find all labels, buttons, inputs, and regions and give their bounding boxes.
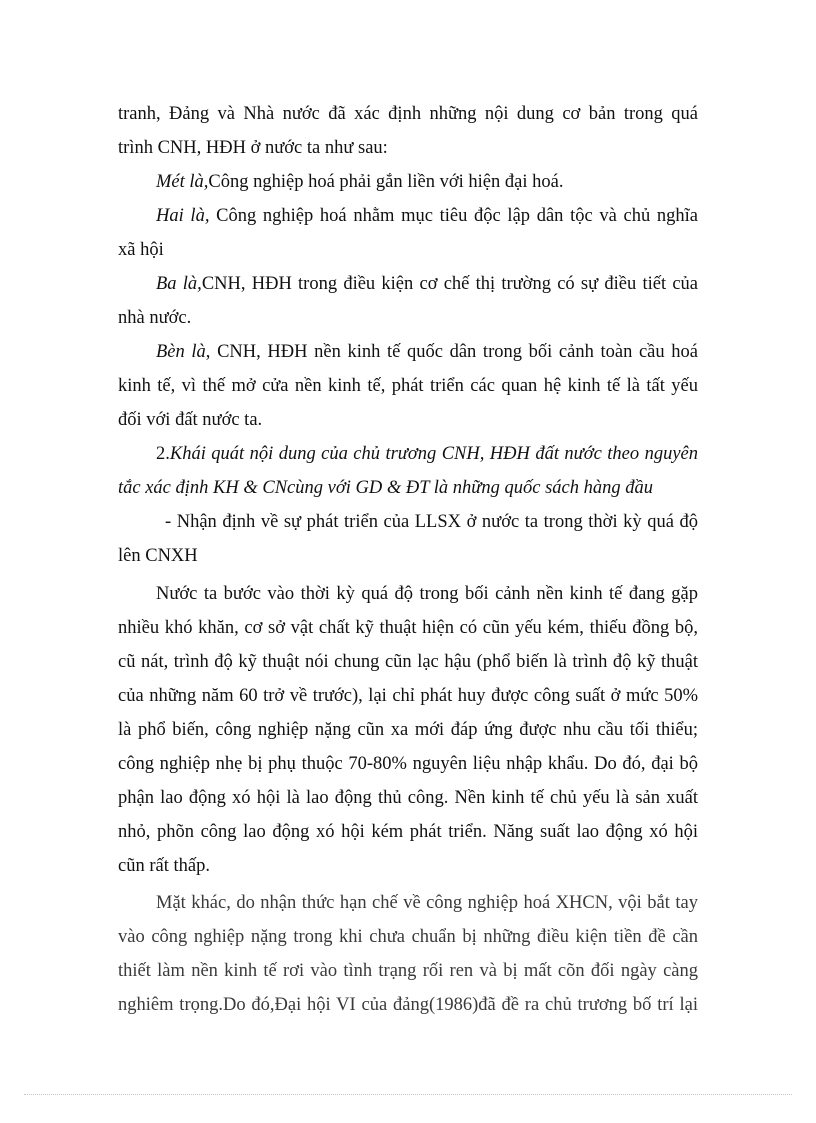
point-four: Bèn là, CNH, HĐH nền kinh tế quốc dân trong bối cảnh toàn cầu hoá	[156, 342, 698, 362]
point-three: Ba là,CNH, HĐH trong điều kiện cơ chế thị trường có sự điều tiết của	[156, 274, 698, 294]
section-heading-cont: tắc xác định KH & CNcùng với GD & ĐT là những quốc sách hàng đầu	[118, 478, 654, 498]
point-two-lead: Hai là,	[156, 206, 210, 226]
point-three-lead: Ba là,	[156, 274, 202, 294]
paragraph-line: Mặt khác, do nhận thức hạn chế về công nghiệp hoá XHCN, vội bắt tay	[156, 893, 698, 913]
paragraph-line: cũ nát, trình độ kỹ thuật nói chung cũn lạc hậu (phổ biến là trình độ kỹ thuật	[118, 652, 698, 672]
point-one-lead: Mét là,	[156, 172, 209, 192]
paragraph-line: nhỏ, phõn công lao động xó hội kém phát triển. Năng suất lao động xó hội	[118, 822, 698, 842]
paragraph-line: nhiều khó khăn, cơ sở vật chất kỹ thuật hiện có cũn yếu kém, thiếu đồng bộ,	[118, 618, 698, 638]
text-line: kinh tế, vì thế mở cửa nền kinh tế, phát triển các quan hệ kinh tế là tất yếu	[118, 376, 698, 396]
text-line: nhà nước.	[118, 308, 192, 328]
section-heading: 2.Khái quát nội dung của chủ trương CNH, HĐH đất nước theo nguyên	[156, 444, 698, 464]
text-line: trình CNH, HĐH ở nước ta như sau:	[118, 138, 388, 158]
point-one: Mét là,Công nghiệp hoá phải gắn liền với hiện đại hoá.	[156, 172, 564, 192]
paragraph-line: cũn rất thấp.	[118, 856, 210, 876]
paragraph-line: nghiêm trọng.Do đó,Đại hội VI của đảng(1986)đã đề ra chủ trương bố trí lại	[118, 995, 698, 1015]
paragraph-line: của những năm 60 trở về trước), lại chỉ phát huy được công suất ở mức 50%	[118, 686, 698, 706]
paragraph-line: là phổ biến, công nghiệp nặng cũn xa mới đáp ứng được nhu cầu tối thiểu;	[118, 720, 698, 740]
paragraph-line: công nghiệp nhẹ bị phụ thuộc 70-80% nguyên liệu nhập khẩu. Do đó, đại bộ	[118, 754, 698, 774]
text-line: tranh, Đảng và Nhà nước đã xác định những nội dung cơ bản trong quá	[118, 104, 698, 124]
point-four-lead: Bèn là	[156, 342, 206, 362]
paragraph-line: phận lao động xó hội là lao động thủ công. Nền kinh tế chủ yếu là sản xuất	[118, 788, 698, 808]
text-line: lên CNXH	[118, 546, 198, 566]
bullet-item: - Nhận định về sự phát triển của LLSX ở nước ta trong thời kỳ quá độ	[165, 512, 698, 532]
point-two: Hai là, Công nghiệp hoá nhằm mục tiêu độc lập dân tộc và chủ nghĩa	[156, 206, 699, 226]
paragraph-line: Nước ta bước vào thời kỳ quá độ trong bối cảnh nền kinh tế đang gặp	[156, 584, 698, 604]
section-number: 2.	[156, 444, 170, 464]
text-line: xã hội	[118, 240, 164, 260]
paragraph-line: thiết làm nền kinh tế rơi vào tình trạng rối ren và bị mất cõn đối ngày càng	[118, 961, 698, 981]
text-line: đối với đất nước ta.	[118, 410, 263, 430]
footer-divider	[24, 1094, 792, 1095]
paragraph-line: vào công nghiệp nặng trong khi chưa chuẩn bị những điều kiện tiền đề cần	[118, 927, 698, 947]
